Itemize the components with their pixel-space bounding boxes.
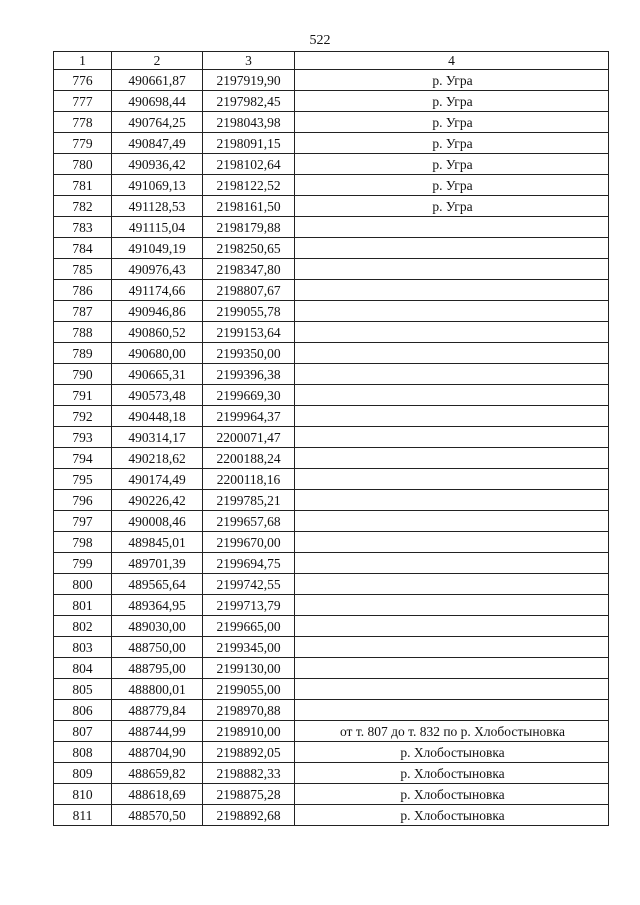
point-number-cell: 797 [54, 511, 112, 532]
column-header-2: 2 [112, 52, 203, 70]
point-number-cell: 799 [54, 553, 112, 574]
y-coordinate-cell: 2200071,47 [203, 427, 295, 448]
description-cell [295, 679, 609, 700]
description-cell [295, 595, 609, 616]
description-cell [295, 553, 609, 574]
description-cell [295, 364, 609, 385]
y-coordinate-cell: 2199657,68 [203, 511, 295, 532]
point-number-cell: 803 [54, 637, 112, 658]
x-coordinate-cell: 489030,00 [112, 616, 203, 637]
description-cell [295, 490, 609, 511]
table-row [54, 406, 609, 427]
point-number-cell: 805 [54, 679, 112, 700]
table-row [54, 322, 609, 343]
table-row [54, 742, 609, 763]
table-row [54, 721, 609, 742]
description-cell [295, 385, 609, 406]
description-cell [295, 511, 609, 532]
table-row [54, 553, 609, 574]
y-coordinate-cell: 2199153,64 [203, 322, 295, 343]
y-coordinate-cell: 2200188,24 [203, 448, 295, 469]
table-row [54, 112, 609, 133]
x-coordinate-cell: 490226,42 [112, 490, 203, 511]
y-coordinate-cell: 2199055,78 [203, 301, 295, 322]
table-row [54, 595, 609, 616]
table-row [54, 175, 609, 196]
coordinates-table [53, 51, 609, 826]
x-coordinate-cell: 488800,01 [112, 679, 203, 700]
x-coordinate-cell: 488570,50 [112, 805, 203, 826]
point-number-cell: 779 [54, 133, 112, 154]
point-number-cell: 790 [54, 364, 112, 385]
x-coordinate-cell: 490314,17 [112, 427, 203, 448]
table-row [54, 469, 609, 490]
point-number-cell: 798 [54, 532, 112, 553]
point-number-cell: 792 [54, 406, 112, 427]
table-row [54, 133, 609, 154]
description-cell [295, 637, 609, 658]
y-coordinate-cell: 2199350,00 [203, 343, 295, 364]
y-coordinate-cell: 2198250,65 [203, 238, 295, 259]
description-cell: р. Угра [295, 196, 609, 217]
table-row [54, 91, 609, 112]
y-coordinate-cell: 2198043,98 [203, 112, 295, 133]
point-number-cell: 789 [54, 343, 112, 364]
description-cell [295, 469, 609, 490]
table-row [54, 196, 609, 217]
x-coordinate-cell: 490218,62 [112, 448, 203, 469]
x-coordinate-cell: 490661,87 [112, 70, 203, 91]
y-coordinate-cell: 2197982,45 [203, 91, 295, 112]
y-coordinate-cell: 2198807,67 [203, 280, 295, 301]
x-coordinate-cell: 490174,49 [112, 469, 203, 490]
point-number-cell: 782 [54, 196, 112, 217]
y-coordinate-cell: 2198882,33 [203, 763, 295, 784]
point-number-cell: 786 [54, 280, 112, 301]
x-coordinate-cell: 490698,44 [112, 91, 203, 112]
y-coordinate-cell: 2198892,68 [203, 805, 295, 826]
description-cell [295, 448, 609, 469]
description-cell [295, 700, 609, 721]
table-row [54, 154, 609, 175]
point-number-cell: 804 [54, 658, 112, 679]
table-row [54, 784, 609, 805]
table-row [54, 259, 609, 280]
description-cell [295, 322, 609, 343]
x-coordinate-cell: 488750,00 [112, 637, 203, 658]
y-coordinate-cell: 2198347,80 [203, 259, 295, 280]
table-row [54, 637, 609, 658]
table-row [54, 490, 609, 511]
x-coordinate-cell: 488795,00 [112, 658, 203, 679]
y-coordinate-cell: 2199713,79 [203, 595, 295, 616]
y-coordinate-cell: 2199665,00 [203, 616, 295, 637]
description-cell: от т. 807 до т. 832 по р. Хлобостыновка [295, 721, 609, 742]
table-row [54, 280, 609, 301]
point-number-cell: 787 [54, 301, 112, 322]
x-coordinate-cell: 488744,99 [112, 721, 203, 742]
description-cell: р. Хлобостыновка [295, 784, 609, 805]
y-coordinate-cell: 2198892,05 [203, 742, 295, 763]
x-coordinate-cell: 489565,64 [112, 574, 203, 595]
description-cell [295, 259, 609, 280]
description-cell [295, 427, 609, 448]
point-number-cell: 809 [54, 763, 112, 784]
x-coordinate-cell: 490976,43 [112, 259, 203, 280]
x-coordinate-cell: 488659,82 [112, 763, 203, 784]
x-coordinate-cell: 488618,69 [112, 784, 203, 805]
table-row [54, 574, 609, 595]
y-coordinate-cell: 2198970,88 [203, 700, 295, 721]
point-number-cell: 776 [54, 70, 112, 91]
x-coordinate-cell: 491128,53 [112, 196, 203, 217]
description-cell: р. Хлобостыновка [295, 742, 609, 763]
point-number-cell: 801 [54, 595, 112, 616]
y-coordinate-cell: 2198875,28 [203, 784, 295, 805]
x-coordinate-cell: 491174,66 [112, 280, 203, 301]
point-number-cell: 781 [54, 175, 112, 196]
y-coordinate-cell: 2199694,75 [203, 553, 295, 574]
description-cell: р. Угра [295, 112, 609, 133]
x-coordinate-cell: 489701,39 [112, 553, 203, 574]
y-coordinate-cell: 2198161,50 [203, 196, 295, 217]
y-coordinate-cell: 2199670,00 [203, 532, 295, 553]
x-coordinate-cell: 489364,95 [112, 595, 203, 616]
point-number-cell: 794 [54, 448, 112, 469]
table-row [54, 364, 609, 385]
point-number-cell: 808 [54, 742, 112, 763]
y-coordinate-cell: 2200118,16 [203, 469, 295, 490]
page-number: 522 [309, 33, 331, 48]
description-cell: р. Угра [295, 154, 609, 175]
description-cell: р. Угра [295, 70, 609, 91]
x-coordinate-cell: 489845,01 [112, 532, 203, 553]
y-coordinate-cell: 2199130,00 [203, 658, 295, 679]
y-coordinate-cell: 2199345,00 [203, 637, 295, 658]
table-row [54, 448, 609, 469]
point-number-cell: 795 [54, 469, 112, 490]
description-cell [295, 343, 609, 364]
x-coordinate-cell: 491069,13 [112, 175, 203, 196]
table-row [54, 763, 609, 784]
point-number-cell: 802 [54, 616, 112, 637]
x-coordinate-cell: 490665,31 [112, 364, 203, 385]
table-body [54, 70, 609, 826]
description-cell: р. Угра [295, 133, 609, 154]
x-coordinate-cell: 491049,19 [112, 238, 203, 259]
point-number-cell: 783 [54, 217, 112, 238]
x-coordinate-cell: 488779,84 [112, 700, 203, 721]
x-coordinate-cell: 490573,48 [112, 385, 203, 406]
point-number-cell: 777 [54, 91, 112, 112]
table-row [54, 679, 609, 700]
table-row [54, 511, 609, 532]
description-cell [295, 532, 609, 553]
description-cell: р. Хлобостыновка [295, 763, 609, 784]
x-coordinate-cell: 490008,46 [112, 511, 203, 532]
point-number-cell: 791 [54, 385, 112, 406]
description-cell [295, 574, 609, 595]
y-coordinate-cell: 2199669,30 [203, 385, 295, 406]
description-cell: р. Хлобостыновка [295, 805, 609, 826]
y-coordinate-cell: 2197919,90 [203, 70, 295, 91]
table-row [54, 70, 609, 91]
x-coordinate-cell: 490764,25 [112, 112, 203, 133]
table-row [54, 427, 609, 448]
point-number-cell: 806 [54, 700, 112, 721]
column-header-1: 1 [54, 52, 112, 70]
point-number-cell: 793 [54, 427, 112, 448]
point-number-cell: 785 [54, 259, 112, 280]
column-header-4: 4 [295, 52, 609, 70]
table-header-row [54, 52, 609, 70]
y-coordinate-cell: 2199396,38 [203, 364, 295, 385]
point-number-cell: 811 [54, 805, 112, 826]
x-coordinate-cell: 490448,18 [112, 406, 203, 427]
y-coordinate-cell: 2198122,52 [203, 175, 295, 196]
table-row [54, 217, 609, 238]
point-number-cell: 807 [54, 721, 112, 742]
y-coordinate-cell: 2198091,15 [203, 133, 295, 154]
description-cell [295, 658, 609, 679]
x-coordinate-cell: 490847,49 [112, 133, 203, 154]
table-row [54, 658, 609, 679]
y-coordinate-cell: 2199785,21 [203, 490, 295, 511]
point-number-cell: 800 [54, 574, 112, 595]
description-cell [295, 217, 609, 238]
description-cell [295, 280, 609, 301]
description-cell [295, 616, 609, 637]
point-number-cell: 778 [54, 112, 112, 133]
column-header-3: 3 [203, 52, 295, 70]
y-coordinate-cell: 2199055,00 [203, 679, 295, 700]
point-number-cell: 788 [54, 322, 112, 343]
description-cell [295, 406, 609, 427]
table-row [54, 301, 609, 322]
table-row [54, 385, 609, 406]
y-coordinate-cell: 2199964,37 [203, 406, 295, 427]
y-coordinate-cell: 2199742,55 [203, 574, 295, 595]
table-row [54, 700, 609, 721]
x-coordinate-cell: 490936,42 [112, 154, 203, 175]
description-cell [295, 238, 609, 259]
x-coordinate-cell: 490860,52 [112, 322, 203, 343]
y-coordinate-cell: 2198910,00 [203, 721, 295, 742]
point-number-cell: 780 [54, 154, 112, 175]
x-coordinate-cell: 490680,00 [112, 343, 203, 364]
x-coordinate-cell: 490946,86 [112, 301, 203, 322]
table-row [54, 616, 609, 637]
table-row [54, 238, 609, 259]
table-row [54, 532, 609, 553]
description-cell: р. Угра [295, 175, 609, 196]
point-number-cell: 810 [54, 784, 112, 805]
y-coordinate-cell: 2198179,88 [203, 217, 295, 238]
x-coordinate-cell: 491115,04 [112, 217, 203, 238]
description-cell: р. Угра [295, 91, 609, 112]
table-row [54, 343, 609, 364]
table-row [54, 805, 609, 826]
x-coordinate-cell: 488704,90 [112, 742, 203, 763]
point-number-cell: 784 [54, 238, 112, 259]
point-number-cell: 796 [54, 490, 112, 511]
y-coordinate-cell: 2198102,64 [203, 154, 295, 175]
description-cell [295, 301, 609, 322]
